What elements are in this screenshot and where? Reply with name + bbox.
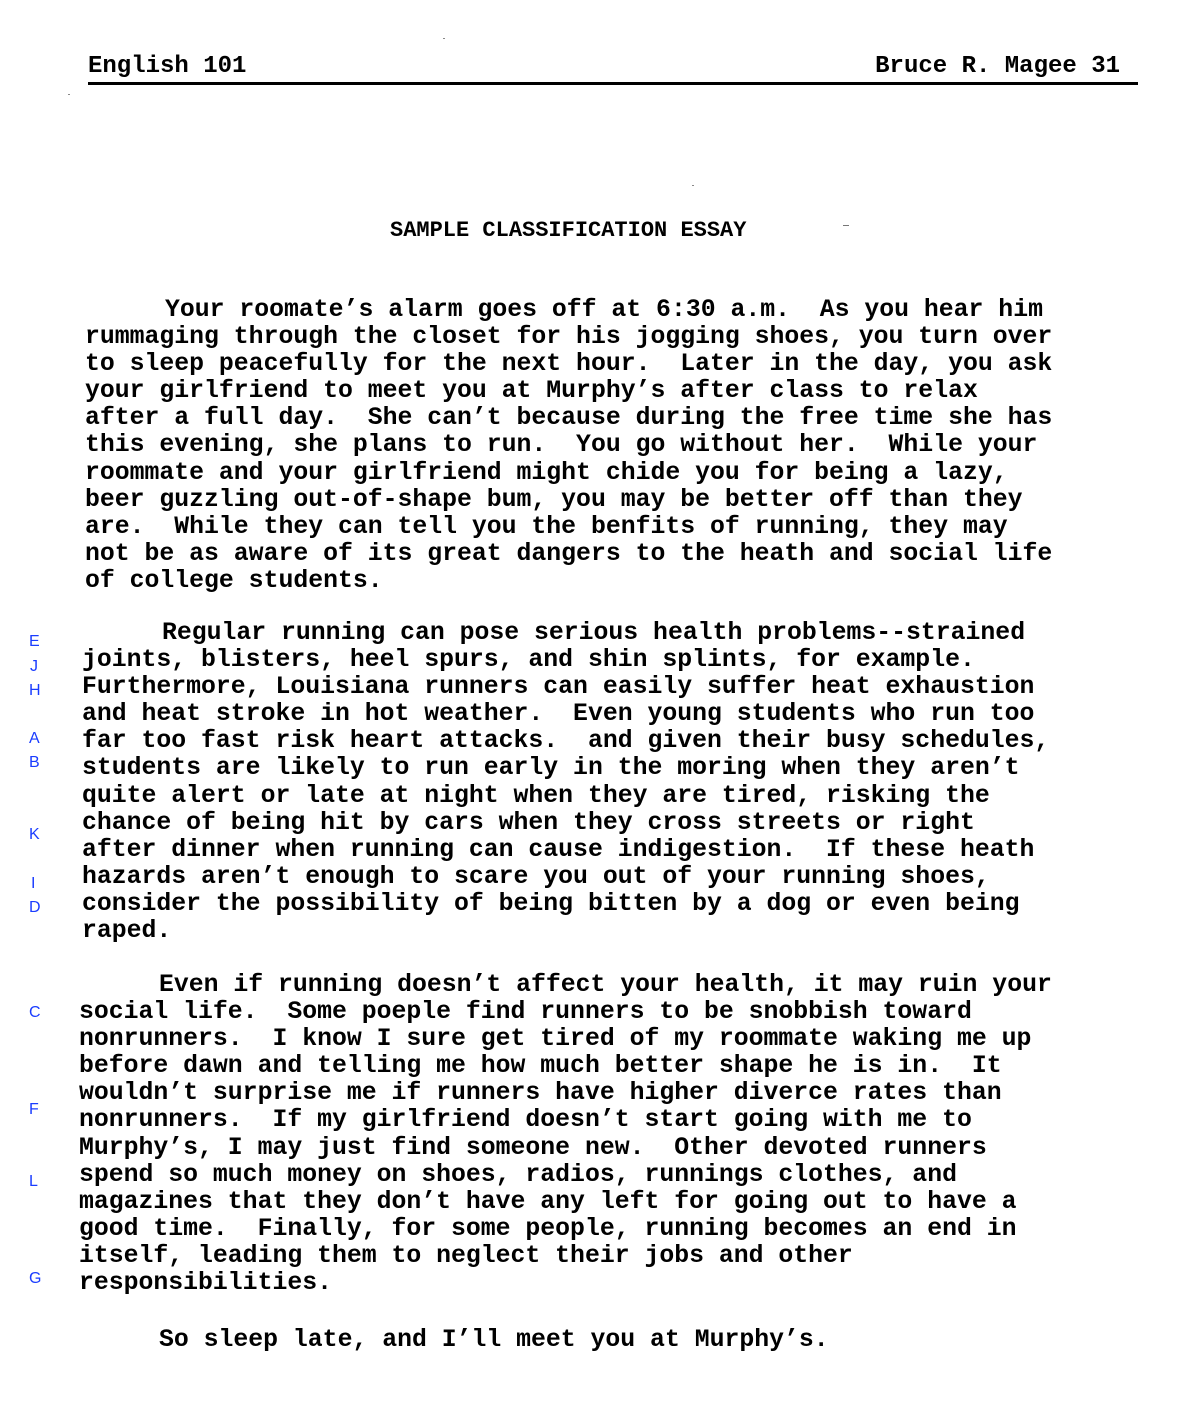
margin-mark-f: F	[29, 1101, 39, 1118]
scan-mark	[843, 225, 849, 226]
text-line: magazines that they don’t have any left for going out to have a	[79, 1187, 1017, 1216]
text-line: this evening, she plans to run. You go without her. While your	[85, 431, 1038, 460]
text-line: responsibilities.	[79, 1269, 332, 1298]
scan-speck	[692, 185, 694, 186]
text-line: social life. Some poeple find runners to be snobbish toward	[79, 998, 972, 1027]
text-line: before dawn and telling me how much better shape he is in. It	[79, 1052, 1002, 1081]
course-name: English 101	[88, 53, 247, 80]
text-line: nonrunners. I know I sure get tired of my roommate waking me up	[79, 1025, 1032, 1054]
text-line: quite alert or late at night when they are tired, risking the	[82, 781, 990, 810]
margin-mark-c: C	[29, 1004, 41, 1021]
margin-mark-j: J	[30, 658, 38, 675]
text-line: good time. Finally, for some people, running becomes an end in	[79, 1214, 1017, 1243]
text-line: roommate and your girlfriend might chide you for being a lazy,	[85, 458, 1008, 487]
text-line: students are likely to run early in the moring when they aren’t	[82, 754, 1020, 783]
text-line: to sleep peacefully for the next hour. Later in the day, you ask	[85, 350, 1053, 379]
text-line: raped.	[82, 917, 172, 946]
essay-title: SAMPLE CLASSIFICATION ESSAY	[390, 218, 747, 243]
margin-mark-b: B	[29, 754, 40, 771]
text-line: your girlfriend to meet you at Murphy’s after class to relax	[85, 377, 978, 406]
text-line: spend so much money on shoes, radios, runnings clothes, and	[79, 1160, 957, 1189]
text-line: are. While they can tell you the benfits of running, they may	[85, 512, 1008, 541]
text-line: chance of being hit by cars when they cross streets or right	[82, 808, 975, 837]
text-line: Furthermore, Louisiana runners can easily suffer heat exhaustion	[82, 673, 1035, 702]
paragraph-social	[79, 972, 1052, 1297]
text-line: So sleep late, and I’ll meet you at Murphy’s.	[159, 1326, 829, 1354]
text-line: consider the possibility of being bitten by a dog or even being	[82, 889, 1020, 918]
margin-mark-d: D	[29, 899, 41, 916]
scan-speck	[68, 94, 70, 95]
text-line: nonrunners. If my girlfriend doesn’t start going with me to	[79, 1106, 972, 1135]
text-line: wouldn’t surprise me if runners have higher diverce rates than	[79, 1079, 1002, 1108]
text-line: itself, leading them to neglect their jobs and other	[79, 1241, 853, 1270]
text-line: Murphy’s, I may just find someone new. Other devoted runners	[79, 1133, 987, 1162]
margin-mark-i: I	[31, 875, 36, 892]
margin-mark-h: H	[29, 682, 41, 699]
text-line: far too fast risk heart attacks. and given their busy schedules,	[82, 727, 1050, 756]
margin-mark-a: A	[29, 730, 40, 747]
text-line: hazards aren’t enough to scare you out of your running shoes,	[82, 862, 990, 891]
text-line: joints, blisters, heel spurs, and shin splints, for example.	[82, 646, 975, 675]
author-and-page: Bruce R. Magee 31	[875, 53, 1120, 80]
margin-mark-g: G	[29, 1270, 42, 1287]
text-line: of college students.	[85, 566, 383, 595]
text-line: Even if running doesn’t affect your health, it may ruin your	[159, 971, 1052, 999]
text-line: and heat stroke in hot weather. Even young students who run too	[82, 700, 1035, 729]
text-line: Your roomate’s alarm goes off at 6:30 a.m. As you hear him	[165, 296, 1043, 324]
text-line: after dinner when running can cause indigestion. If these heath	[82, 835, 1035, 864]
text-line: after a full day. She can’t because during the free time she has	[85, 404, 1053, 433]
text-line: not be as aware of its great dangers to the heath and social life	[85, 539, 1053, 568]
margin-mark-l: L	[29, 1173, 38, 1190]
margin-mark-e: E	[29, 633, 40, 650]
margin-mark-k: K	[29, 826, 40, 843]
scan-speck	[443, 38, 445, 39]
page-header	[88, 52, 1138, 85]
text-line: beer guzzling out-of-shape bum, you may be better off than they	[85, 485, 1023, 514]
paragraph-conclusion	[79, 1327, 829, 1354]
text-line: rummaging through the closet for his jogging shoes, you turn over	[85, 323, 1053, 352]
paragraph-health	[82, 620, 1049, 945]
paragraph-intro	[85, 297, 1052, 595]
text-line: Regular running can pose serious health problems--strained	[162, 619, 1026, 647]
